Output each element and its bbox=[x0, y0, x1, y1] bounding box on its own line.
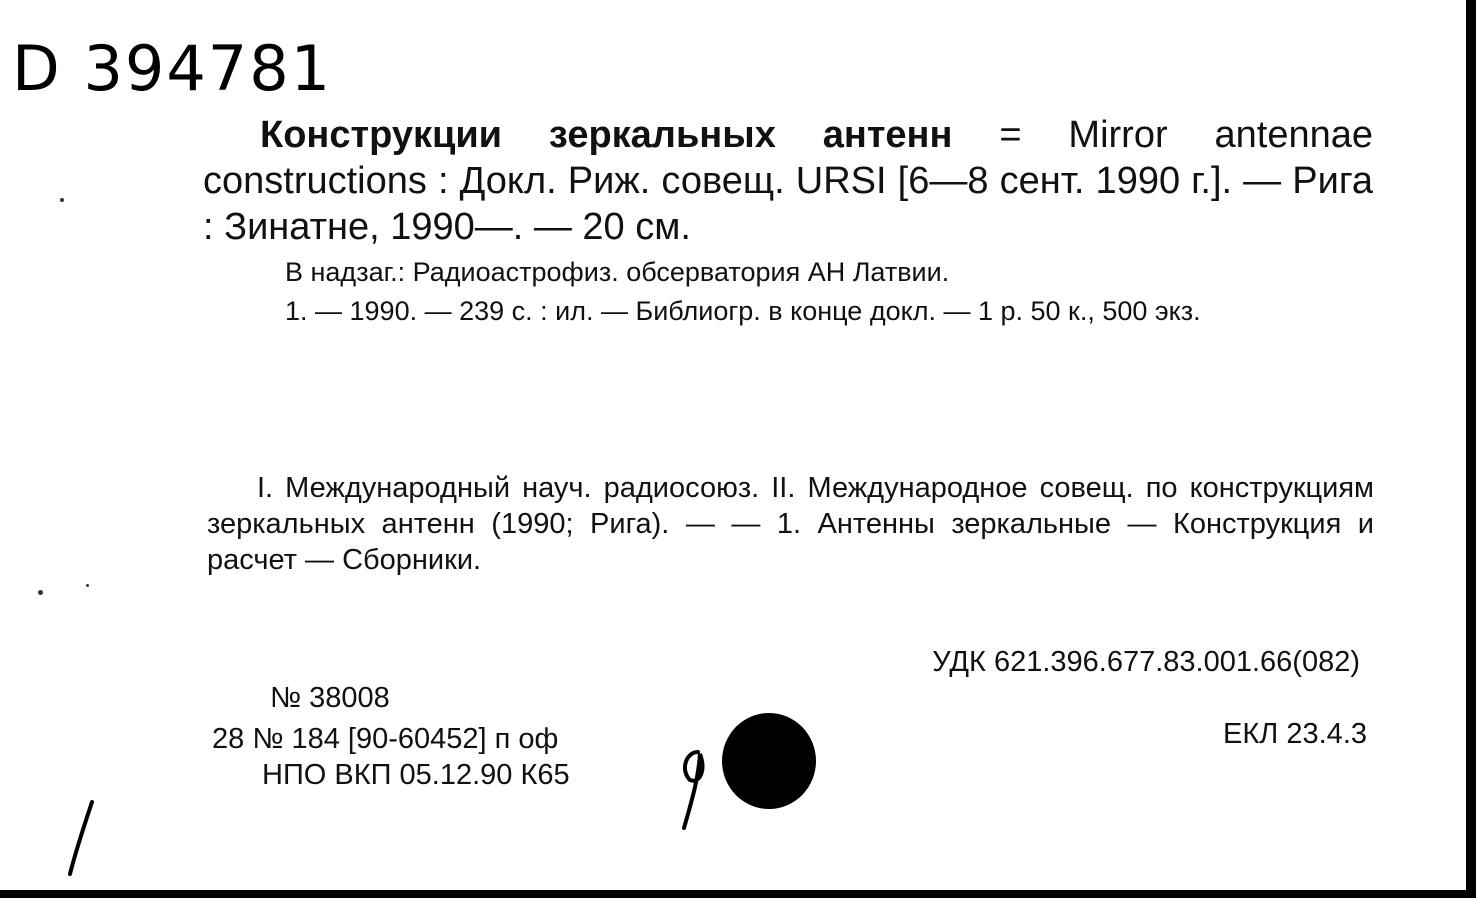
npo-line: НПО ВКП 05.12.90 К65 bbox=[262, 759, 570, 791]
order-line: 28 № 184 [90-60452] п оф bbox=[212, 723, 559, 755]
volume-note: 1. — 1990. — 239 с. : ил. — Библиогр. в конце докл. — 1 р. 50 к., 500 экз. bbox=[285, 296, 1201, 326]
title-bold: Конструкции зеркальных антенн bbox=[260, 114, 953, 156]
accession-number: № 38008 bbox=[270, 682, 390, 714]
title-rest: = Mirror antennae constructions : Докл. Риж. совещ. URSI [6—8 сент. 1990 г.]. — Рига : Зинатне, 1990—. — 20 см. bbox=[203, 114, 1373, 248]
handwritten-mark bbox=[660, 740, 720, 835]
speck bbox=[86, 584, 89, 587]
punch-hole-dot bbox=[722, 713, 816, 809]
tracing-block: I. Международный науч. радиосоюз. II. Международное совещ. по конструкциям зеркальных антенн (1990; Рига). — — 1. Антенны зеркальные — Конструкция и расчет — Сборники. bbox=[207, 472, 1374, 576]
call-number: D 394781 bbox=[12, 32, 333, 105]
handwritten-stroke bbox=[62, 798, 102, 878]
title-block bbox=[203, 112, 1373, 250]
header-note: В надзаг.: Радиоастрофиз. обсерватория АН Латвии. bbox=[285, 257, 950, 287]
udk-code: УДК 621.396.677.83.001.66(082) bbox=[932, 646, 1360, 678]
ekl-code: ЕКЛ 23.4.3 bbox=[1223, 718, 1367, 750]
speck bbox=[60, 198, 64, 202]
speck bbox=[38, 590, 43, 595]
